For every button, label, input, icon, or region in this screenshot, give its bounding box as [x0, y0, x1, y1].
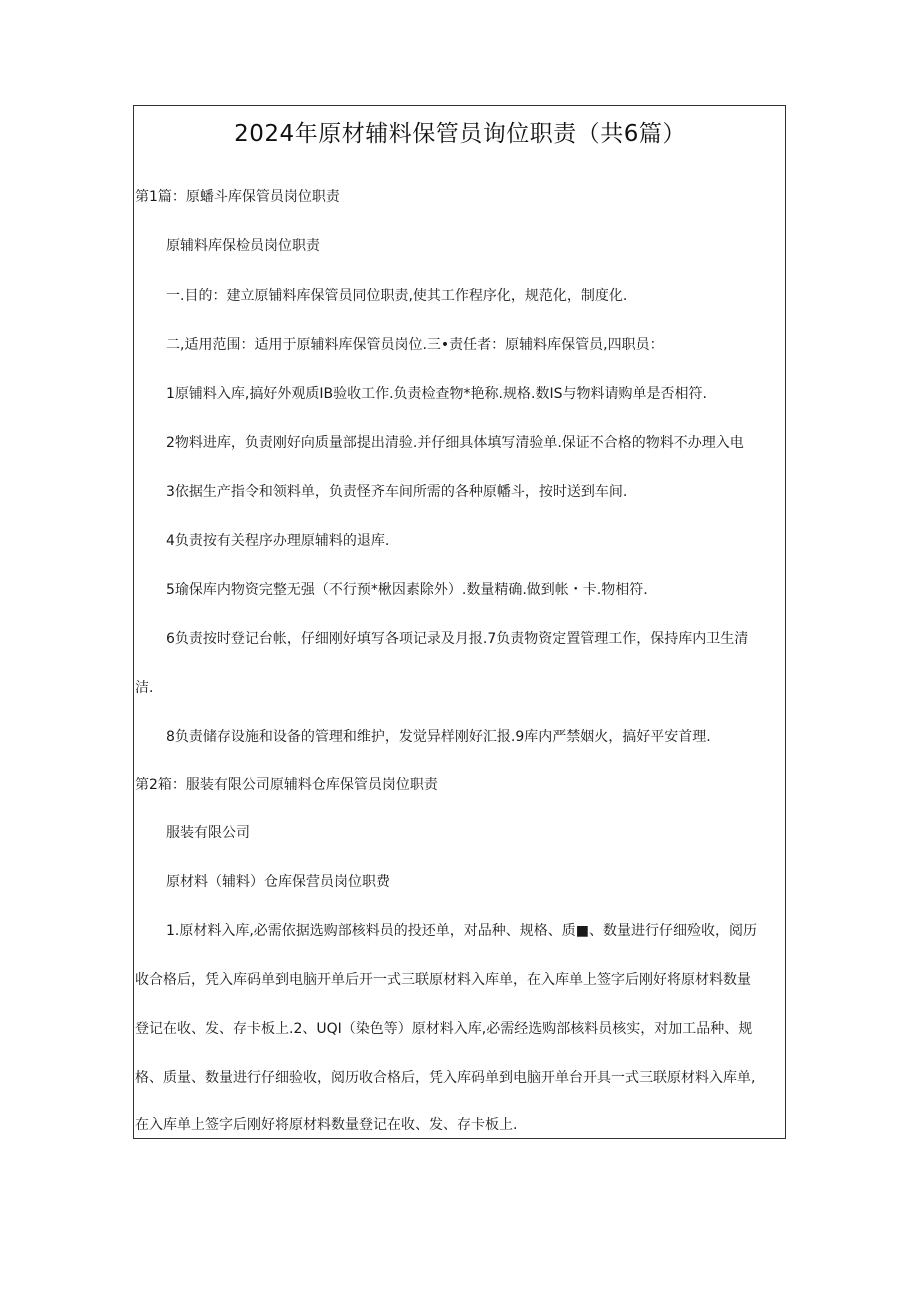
paragraph-line: 2物料进库，负责刚好向质量部提出清验.并仔细具体填写清验单.保证不合格的物料不办理入电: [166, 435, 744, 451]
paragraph-line: 6负责按时登记台帐，仔细刚好填写各项记录及月报.7负责物资定置管理工作，保持库内卫生清: [166, 631, 749, 647]
paragraph-line: 洁.: [135, 680, 154, 696]
paragraph-line: 原辅料库保检员岗位职责: [166, 238, 320, 254]
paragraph-line: 服装有限公司: [166, 825, 250, 841]
paragraph-line: 4负责按有关程序办理原辅料的退库.: [166, 533, 390, 549]
document-title: 2024年原材辅料保管员询位职责（共6篇）: [234, 121, 686, 147]
paragraph-line: 5瑜保库内物资完整无强（不行预*楸因素除外）.数量精确.做到帐・卡.物相符.: [166, 582, 648, 598]
paragraph-line: 3依据生产指令和领料单，负责怪齐车间所需的各种原幡斗，按时送到车间.: [166, 484, 628, 500]
paragraph-line: 收合格后，凭入库码单到电脑开单后开一式三联原材料入库单，在入库单上签字后刚好将原材料数量: [135, 972, 751, 988]
paragraph-line: 1原铺料入库,搞好外观质IB验收工作.负责检查物*艳称.规格.数IS与物料请购单是否相符.: [166, 386, 707, 402]
paragraph-line: 格、质量、数量进行仔细验收，阅历收合格后，凭入库码单到电脑开单台开具一式三联原材料入库单,: [135, 1070, 756, 1086]
paragraph-line: 二,适用范围：适用于原辅料库保管员岗位.三•责任者：原辅料库保管员,四职员：: [166, 337, 664, 353]
paragraph-line: 8负责储存设施和设备的管理和维护，发觉异样刚好汇报.9库内严禁姻火，搞好平安首理.: [166, 729, 711, 745]
paragraph-line: 在入库单上签字后刚好将原材料数量登记在收、发、存卡板上.: [135, 1117, 518, 1133]
paragraph-line: 一.目的：建立原铺料库保管员同位职责,使其工作程序化，规范化，制度化.: [166, 288, 628, 304]
section-1-heading: 第1篇：原蟠斗库保管员岗位职责: [135, 189, 340, 205]
section-2-heading: 第2箱：服装有限公司原辅料仓库保管员岗位职责: [135, 777, 438, 793]
paragraph-line: 原材料（辅料）仓库保营员岗位职费: [166, 874, 390, 890]
paragraph-line: 登记在收、发、存卡板上.2、UQI（染色等）原材料入库,必需经选购部核料员核实，对加工品种、规: [135, 1021, 753, 1037]
paragraph-line: 1.原材料入库,必需依据选购部核料员的投还单，对品种、规格、质■、数量进行仔细殓收，阅历: [166, 923, 758, 939]
